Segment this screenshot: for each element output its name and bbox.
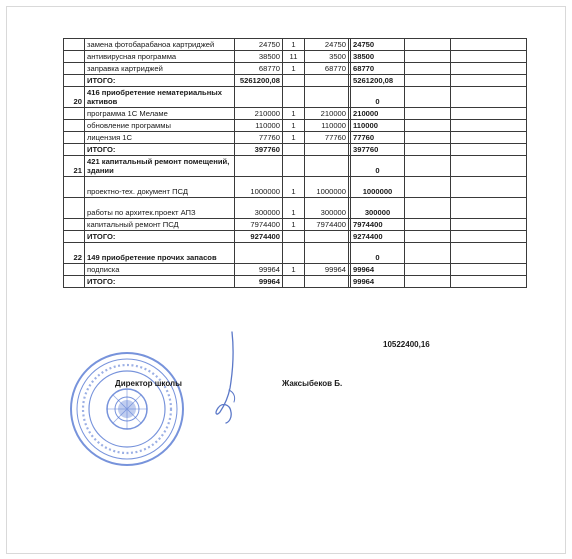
- total-cell: 24750: [351, 39, 405, 51]
- sum-cell: 110000: [305, 120, 349, 132]
- qty-cell: [283, 87, 305, 108]
- sum-cell: [305, 243, 349, 264]
- sum-cell: 3500: [305, 51, 349, 63]
- table-row: [64, 231, 527, 243]
- row-index: [64, 63, 85, 75]
- price-cell: 210000: [235, 108, 283, 120]
- item-name: обновление программы: [85, 120, 235, 132]
- price-cell: 99964: [235, 276, 283, 288]
- qty-cell: [283, 144, 305, 156]
- handwritten-signature: [200, 330, 260, 425]
- price-cell: 77760: [235, 132, 283, 144]
- empty-cell: [405, 63, 451, 75]
- total-cell: 38500: [351, 51, 405, 63]
- empty-cell: [405, 198, 451, 219]
- row-index: [64, 219, 85, 231]
- empty-cell: [451, 219, 527, 231]
- empty-cell: [405, 177, 451, 198]
- qty-cell: 1: [283, 63, 305, 75]
- empty-cell: [405, 219, 451, 231]
- item-name: программа 1С Меламе: [85, 108, 235, 120]
- row-index: [64, 108, 85, 120]
- row-index: [64, 120, 85, 132]
- table-row: [64, 120, 527, 132]
- total-cell: 0: [351, 87, 405, 108]
- qty-cell: [283, 243, 305, 264]
- table-row: [64, 144, 527, 156]
- row-index: [64, 276, 85, 288]
- table-row: [64, 264, 527, 276]
- price-cell: 9274400: [235, 231, 283, 243]
- empty-cell: [451, 51, 527, 63]
- table-body: [64, 39, 527, 288]
- qty-cell: 1: [283, 177, 305, 198]
- price-cell: 1000000: [235, 177, 283, 198]
- empty-cell: [451, 264, 527, 276]
- empty-cell: [451, 132, 527, 144]
- total-cell: 0: [351, 156, 405, 177]
- table-row: [64, 276, 527, 288]
- item-name: лицензия 1С: [85, 132, 235, 144]
- row-index: 22: [64, 243, 85, 264]
- sum-cell: [305, 75, 349, 87]
- sum-cell: 68770: [305, 63, 349, 75]
- budget-table: [63, 38, 527, 288]
- sum-cell: 210000: [305, 108, 349, 120]
- total-cell: 7974400: [351, 219, 405, 231]
- table-row: [64, 243, 527, 264]
- empty-cell: [405, 264, 451, 276]
- price-cell: 5261200,08: [235, 75, 283, 87]
- empty-cell: [451, 108, 527, 120]
- table-row: [64, 198, 527, 219]
- price-cell: 397760: [235, 144, 283, 156]
- row-index: [64, 264, 85, 276]
- total-cell: 77760: [351, 132, 405, 144]
- total-cell: 68770: [351, 63, 405, 75]
- empty-cell: [451, 144, 527, 156]
- empty-cell: [405, 120, 451, 132]
- total-cell: 5261200,08: [351, 75, 405, 87]
- item-name: замена фотобарабаноа картриджей: [85, 39, 235, 51]
- item-name: ИТОГО:: [85, 144, 235, 156]
- empty-cell: [451, 75, 527, 87]
- table-row: [64, 108, 527, 120]
- total-cell: 110000: [351, 120, 405, 132]
- qty-cell: 11: [283, 51, 305, 63]
- qty-cell: 1: [283, 108, 305, 120]
- item-name: капитальный ремонт ПСД: [85, 219, 235, 231]
- total-cell: 99964: [351, 264, 405, 276]
- sum-cell: 99964: [305, 264, 349, 276]
- item-name: работы по архитек.проект АПЗ: [85, 198, 235, 219]
- table-row: [64, 156, 527, 177]
- item-name: 416 приобретение нематериальных активов: [85, 87, 235, 108]
- director-label: Директор школы: [115, 379, 182, 388]
- empty-cell: [451, 243, 527, 264]
- qty-cell: 1: [283, 219, 305, 231]
- row-index: [64, 177, 85, 198]
- price-cell: [235, 243, 283, 264]
- sum-cell: 7974400: [305, 219, 349, 231]
- table-row: [64, 51, 527, 63]
- total-cell: 1000000: [351, 177, 405, 198]
- row-index: [64, 51, 85, 63]
- total-cell: 210000: [351, 108, 405, 120]
- table-row: [64, 219, 527, 231]
- empty-cell: [405, 39, 451, 51]
- empty-cell: [451, 276, 527, 288]
- sum-cell: 24750: [305, 39, 349, 51]
- empty-cell: [451, 63, 527, 75]
- total-cell: 397760: [351, 144, 405, 156]
- row-index: [64, 144, 85, 156]
- qty-cell: 1: [283, 39, 305, 51]
- table-row: [64, 177, 527, 198]
- grand-total: 10522400,16: [383, 340, 430, 349]
- qty-cell: [283, 231, 305, 243]
- sum-cell: [305, 231, 349, 243]
- total-cell: 300000: [351, 198, 405, 219]
- row-index: [64, 75, 85, 87]
- row-index: [64, 198, 85, 219]
- empty-cell: [451, 87, 527, 108]
- row-index: [64, 231, 85, 243]
- sum-cell: [305, 144, 349, 156]
- empty-cell: [405, 276, 451, 288]
- empty-cell: [451, 156, 527, 177]
- table-row: [64, 39, 527, 51]
- table-row: [64, 87, 527, 108]
- sum-cell: 300000: [305, 198, 349, 219]
- price-cell: 110000: [235, 120, 283, 132]
- item-name: ИТОГО:: [85, 276, 235, 288]
- price-cell: 300000: [235, 198, 283, 219]
- empty-cell: [451, 39, 527, 51]
- empty-cell: [405, 243, 451, 264]
- empty-cell: [451, 231, 527, 243]
- item-name: ИТОГО:: [85, 75, 235, 87]
- empty-cell: [451, 120, 527, 132]
- total-cell: 9274400: [351, 231, 405, 243]
- price-cell: 68770: [235, 63, 283, 75]
- sum-cell: [305, 87, 349, 108]
- empty-cell: [405, 132, 451, 144]
- item-name: 421 капитальный ремонт помещений, здании: [85, 156, 235, 177]
- row-index: [64, 39, 85, 51]
- total-cell: 99964: [351, 276, 405, 288]
- sum-cell: 77760: [305, 132, 349, 144]
- sum-cell: 1000000: [305, 177, 349, 198]
- qty-cell: 1: [283, 264, 305, 276]
- qty-cell: [283, 75, 305, 87]
- empty-cell: [451, 177, 527, 198]
- empty-cell: [405, 156, 451, 177]
- item-name: заправка картриджей: [85, 63, 235, 75]
- price-cell: 38500: [235, 51, 283, 63]
- row-index: 20: [64, 87, 85, 108]
- qty-cell: 1: [283, 120, 305, 132]
- price-cell: 24750: [235, 39, 283, 51]
- table-row: [64, 75, 527, 87]
- empty-cell: [451, 198, 527, 219]
- empty-cell: [405, 231, 451, 243]
- table-row: [64, 132, 527, 144]
- row-index: [64, 132, 85, 144]
- official-stamp-seal: [68, 350, 186, 468]
- item-name: 149 приобретение прочих запасов: [85, 243, 235, 264]
- empty-cell: [405, 75, 451, 87]
- item-name: проектно-тех. документ ПСД: [85, 177, 235, 198]
- sum-cell: [305, 276, 349, 288]
- price-cell: 99964: [235, 264, 283, 276]
- sum-cell: [305, 156, 349, 177]
- price-cell: 7974400: [235, 219, 283, 231]
- qty-cell: [283, 276, 305, 288]
- item-name: подписка: [85, 264, 235, 276]
- price-cell: [235, 156, 283, 177]
- price-cell: [235, 87, 283, 108]
- qty-cell: 1: [283, 132, 305, 144]
- table-row: [64, 63, 527, 75]
- empty-cell: [405, 51, 451, 63]
- empty-cell: [405, 87, 451, 108]
- qty-cell: 1: [283, 198, 305, 219]
- total-cell: 0: [351, 243, 405, 264]
- item-name: ИТОГО:: [85, 231, 235, 243]
- row-index: 21: [64, 156, 85, 177]
- signer-name: Жаксыбеков Б.: [282, 379, 343, 388]
- empty-cell: [405, 108, 451, 120]
- empty-cell: [405, 144, 451, 156]
- item-name: антивирусная программа: [85, 51, 235, 63]
- qty-cell: [283, 156, 305, 177]
